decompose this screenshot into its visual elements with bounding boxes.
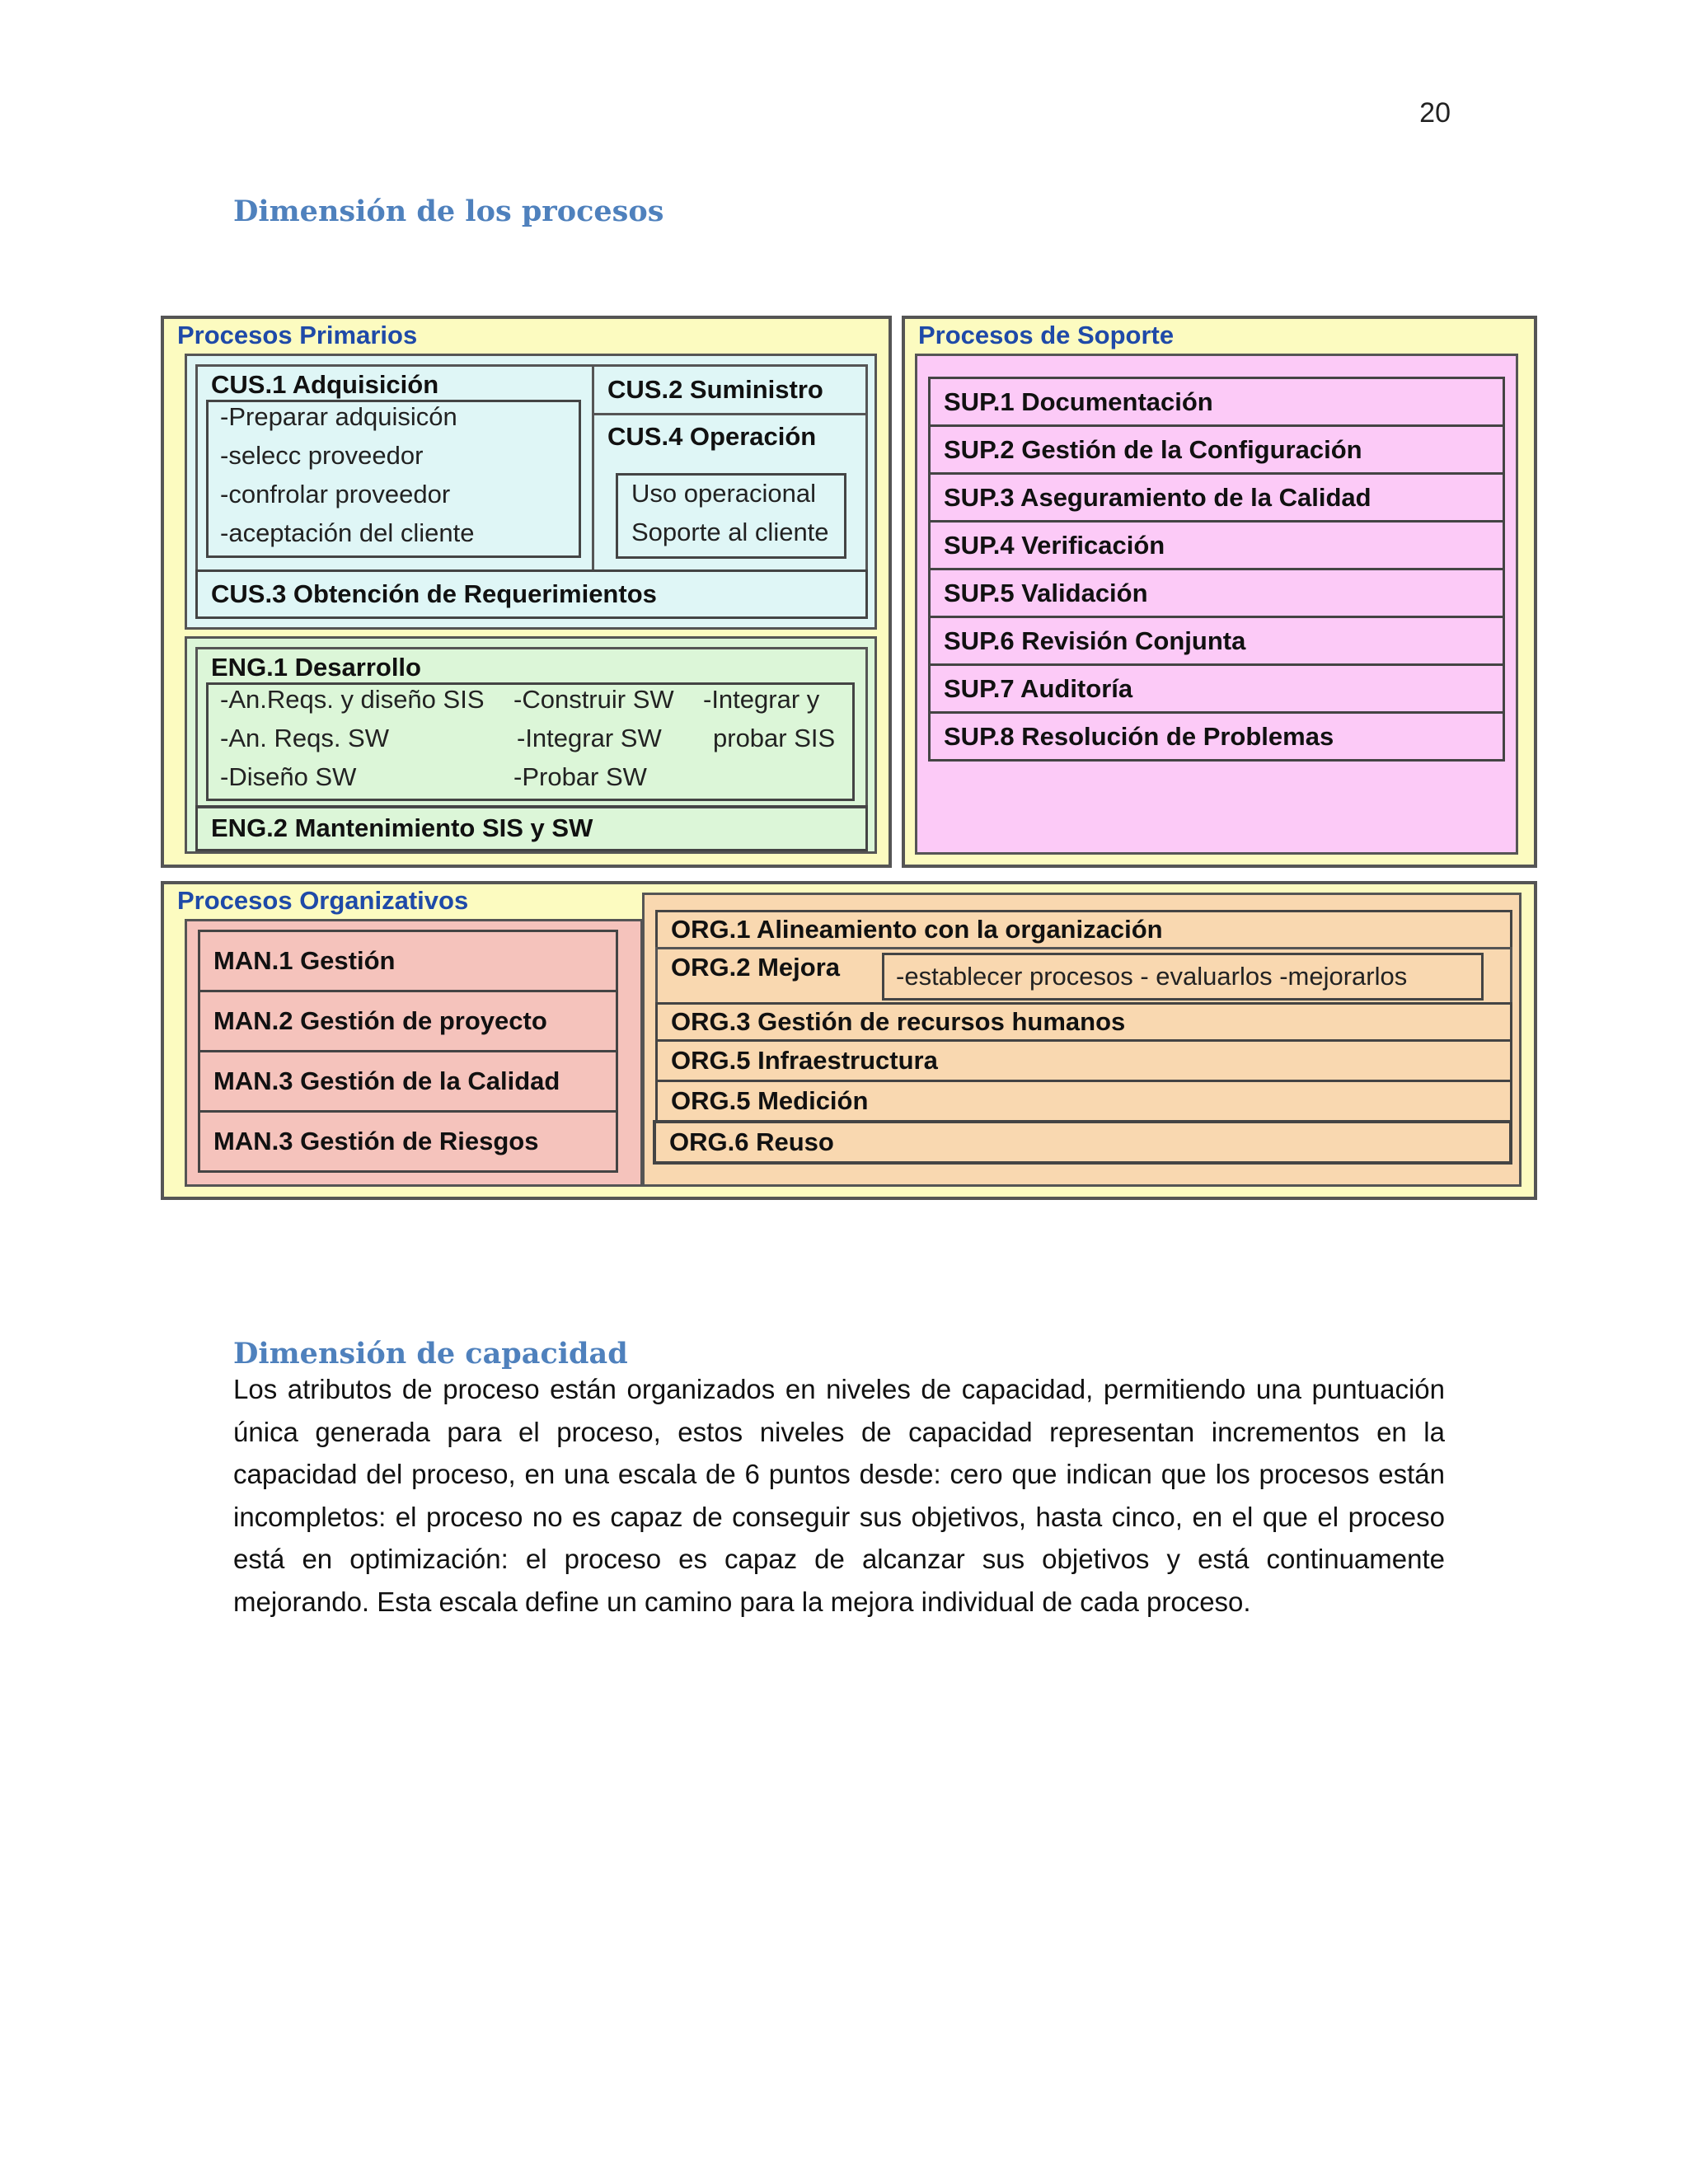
cus4-activities	[616, 473, 846, 559]
eng1-title: ENG.1 Desarrollo	[211, 653, 421, 682]
management-block	[185, 919, 643, 1187]
eng1-box	[195, 647, 868, 808]
heading-capacity-dimension: Dimensión de capacidad	[233, 1337, 628, 1371]
management-item: MAN.3 Gestión de Riesgos	[198, 1110, 618, 1173]
management-item: MAN.3 Gestión de la Calidad	[198, 1050, 618, 1113]
cus1-activity: -aceptación del cliente	[220, 518, 475, 547]
support-processes-panel	[902, 316, 1537, 868]
heading-process-dimension: Dimensión de los procesos	[233, 194, 664, 228]
cus2-title: CUS.2 Suministro	[607, 375, 823, 404]
cus1-activity: -selecc proveedor	[220, 441, 424, 470]
org1-row: ORG.1 Alineamiento con la organización	[655, 910, 1512, 949]
management-item: MAN.2 Gestión de proyecto	[198, 990, 618, 1052]
eng1-activity: -Diseño SW	[220, 762, 357, 791]
org-row: ORG.6 Reuso	[653, 1120, 1512, 1165]
org2-activity: -establecer procesos - evaluarlos -mejorarlos	[896, 962, 1408, 991]
support-item: SUP.3 Aseguramiento de la Calidad	[928, 472, 1505, 523]
cus4-title: CUS.4 Operación	[607, 422, 817, 451]
support-item: SUP.7 Auditoría	[928, 663, 1505, 714]
management-item: MAN.1 Gestión	[198, 930, 618, 992]
capacity-paragraph: Los atributos de proceso están organizados en niveles de capacidad, permitiendo una puntuación única generada para el proceso, estos niveles de capacidad representan incrementos en la capacidad del proceso, en una escala de 6 puntos desde: cero que indican que los procesos están incompletos: el proceso no es capaz de conseguir sus objetivos, hasta cinco, en el que el proceso está en optimización: el proceso es capaz de alcanzar sus objetivos y está continuamente mejorando. Esta escala define un camino para la mejora individual de cada proceso.	[233, 1374, 1445, 1617]
org-row: ORG.3 Gestión de recursos humanos	[655, 1002, 1512, 1042]
process-diagram	[161, 316, 1537, 1200]
page-number: 20	[1419, 97, 1451, 129]
eng1-activity: -Construir SW	[513, 685, 674, 714]
primary-processes-panel	[161, 316, 892, 868]
eng1-activity: -Integrar SW	[517, 724, 662, 752]
support-item: SUP.2 Gestión de la Configuración	[928, 424, 1505, 475]
cus1-activity: -confrolar proveedor	[220, 480, 451, 509]
support-item: SUP.6 Revisión Conjunta	[928, 616, 1505, 666]
support-processes-title: Procesos de Soporte	[918, 321, 1175, 349]
org2-activities	[882, 953, 1484, 1001]
eng1-activity: -Integrar y	[703, 685, 820, 714]
primary-processes-title: Procesos Primarios	[177, 321, 418, 349]
org-row: ORG.5 Infraestructura	[655, 1039, 1512, 1082]
cus1-activity: -Preparar adquisicón	[220, 402, 457, 431]
eng1-activities	[206, 682, 855, 801]
cus1-activities	[206, 400, 581, 558]
cus1-title: CUS.1 Adquisición	[211, 370, 439, 399]
cus4-activity: Soporte al cliente	[631, 518, 829, 546]
support-item: SUP.4 Verificación	[928, 520, 1505, 570]
organizational-processes-title: Procesos Organizativos	[177, 886, 469, 915]
eng1-activity: -An. Reqs. SW	[220, 724, 389, 752]
support-item: SUP.1 Documentación	[928, 377, 1505, 427]
cus3-row: CUS.3 Obtención de Requerimientos	[195, 569, 868, 619]
org2-title: ORG.2 Mejora	[671, 953, 840, 982]
org-row: ORG.5 Medición	[655, 1080, 1512, 1122]
support-item: SUP.8 Resolución de Problemas	[928, 711, 1505, 762]
eng1-activity: probar SIS	[713, 724, 836, 752]
cus4-box	[592, 413, 868, 572]
org2-box	[655, 947, 1512, 1005]
support-list	[915, 354, 1518, 855]
eng1-activity: -Probar SW	[513, 762, 647, 791]
customer-supplier-block	[185, 354, 877, 630]
organizational-processes-panel	[161, 881, 1537, 1200]
cus2-box	[592, 364, 868, 415]
cus4-activity: Uso operacional	[631, 479, 817, 508]
support-item: SUP.5 Validación	[928, 568, 1505, 618]
cus1-box	[195, 364, 594, 572]
eng1-activity: -An.Reqs. y diseño SIS	[220, 685, 485, 714]
engineering-block	[185, 636, 877, 854]
eng2-row: ENG.2 Mantenimiento SIS y SW	[195, 805, 868, 851]
organization-block	[642, 893, 1522, 1187]
